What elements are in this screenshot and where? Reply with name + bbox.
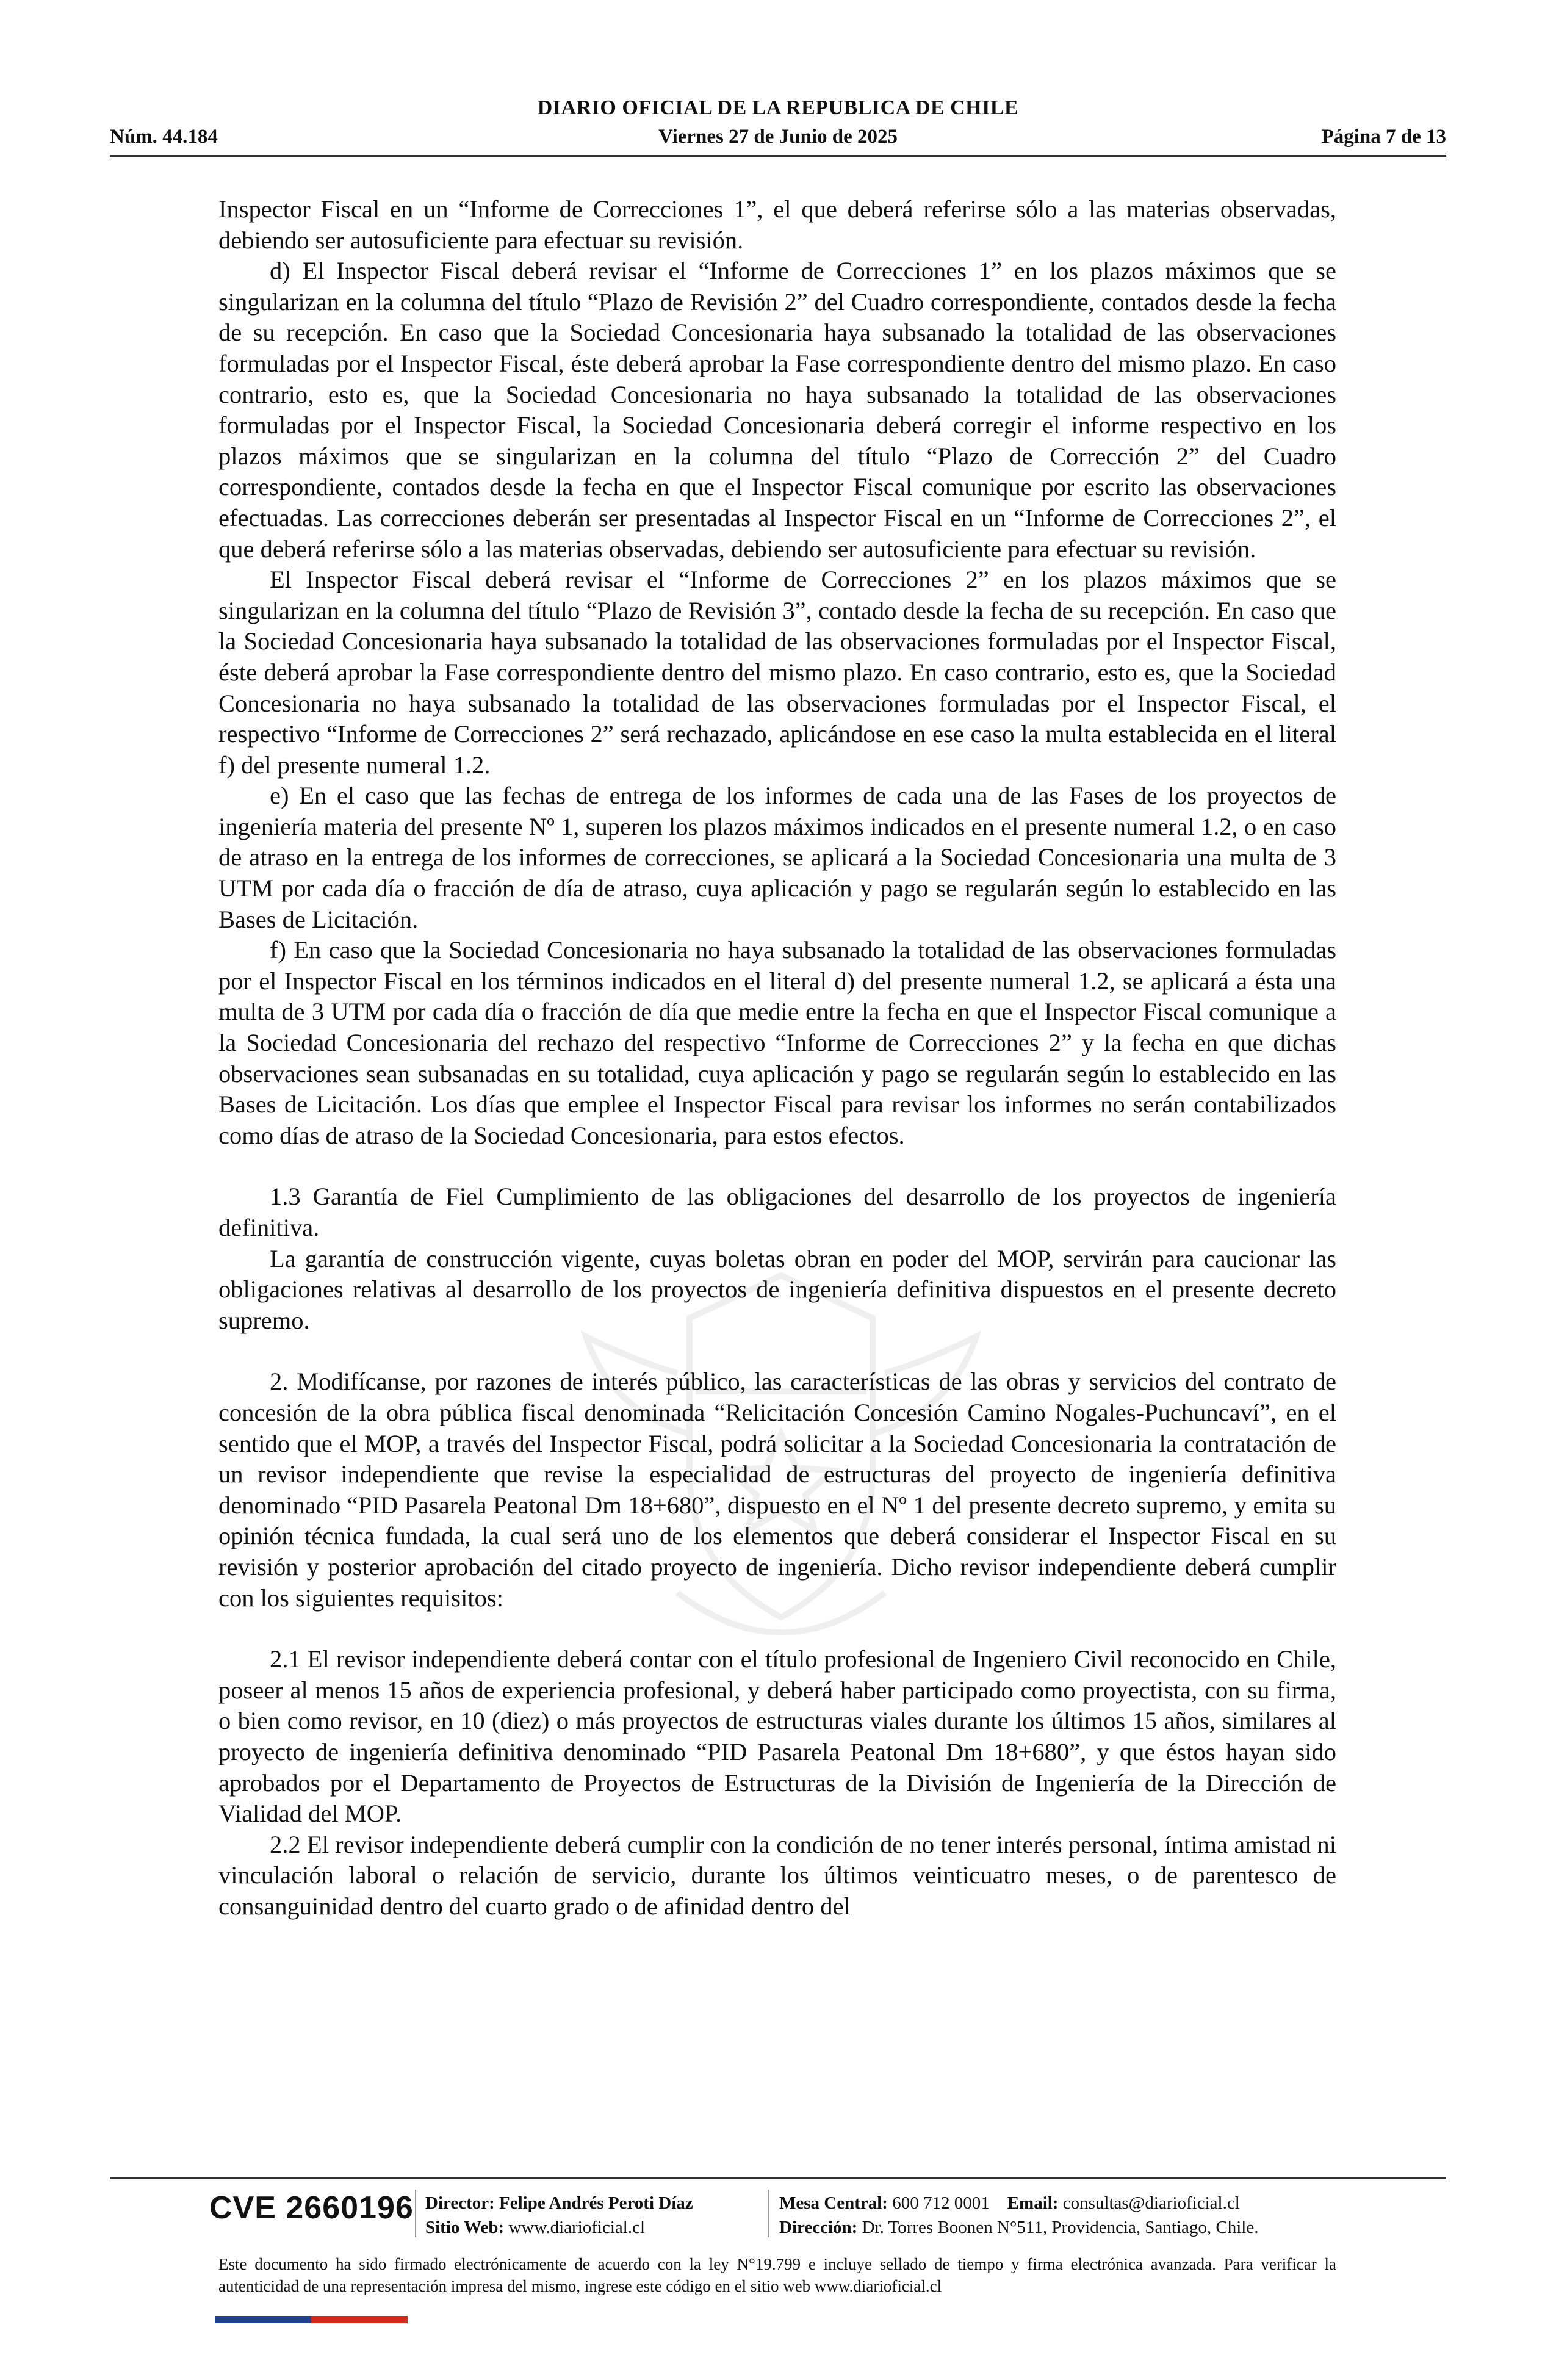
website-link[interactable]: www.diarioficial.cl [508, 2218, 646, 2237]
website-label: Sitio Web: [425, 2218, 505, 2237]
publication-title: DIARIO OFICIAL DE LA REPUBLICA DE CHILE [537, 96, 1019, 119]
director-label: Director: [425, 2193, 495, 2213]
signature-notice: Este documento ha sido firmado electrónicamente de acuerdo con la ley N°19.799 e incluye sellado de tiempo y firma electrónica avanzada. Para verificar la autenticidad de una representación impresa del mismo, ingrese este código en el sitio web www.diarioficial.cl [218, 2255, 1336, 2295]
section-heading: 1.3 Garantía de Fiel Cumplimiento de las obligaciones del desarrollo de los proyectos de ingeniería definitiva. [218, 1183, 1336, 1241]
mesa-label: Mesa Central: [779, 2193, 888, 2213]
footer-contact-block [779, 2191, 1258, 2240]
footer-separator [768, 2190, 769, 2237]
paragraph: 2. Modifícanse, por razones de interés público, las características de las obras y servicios del contrato de concesión de la obra pública fiscal denominada “Relicitación Concesión Camino Nogales-Puchuncaví”, en el sentido que el MOP, a través del Inspector Fiscal, podrá solicitar a la Sociedad Concesionaria la contratación de un revisor independiente que revise la especialidad de estructuras del proyecto de ingeniería definitiva denominado “PID Pasarela Peatonal Dm 18+680”, dispuesto en el Nº 1 del presente decreto supremo, y emita su opinión técnica fundada, la cual será uno de los elementos que deberá considerar el Inspector Fiscal en su revisión y posterior aprobación del citado proyecto de ingeniería. Dicho revisor independiente deberá cumplir con los siguientes requisitos: [218, 1368, 1336, 1612]
paragraph: La garantía de construcción vigente, cuyas boletas obran en poder del MOP, servirán para caucionar las obligaciones relativas al desarrollo de los proyectos de ingeniería definitiva dispuestos en el presente decreto supremo. [218, 1244, 1336, 1334]
paragraph: f) En caso que la Sociedad Concesionaria no haya subsanado la totalidad de las observaciones formuladas por el Inspector Fiscal en los términos indicados en el literal d) del presente numeral 1.2, se aplicará a ésta una multa de 3 UTM por cada día o fracción de día que medie entre la fecha en que el Inspector Fiscal comunique a la Sociedad Concesionaria del rechazo del respectivo “Informe de Correcciones 2” y la fecha en que dichas observaciones sean subsanadas en su totalidad, cuya aplicación y pago se regularán según lo establecido en las Bases de Licitación. Los días que emplee el Inspector Fiscal para revisar los informes no serán contabilizados como días de atraso de la Sociedad Concesionaria, para estos efectos. [218, 936, 1336, 1149]
email-link[interactable]: consultas@diarioficial.cl [1062, 2193, 1240, 2213]
flag-bar-blue [215, 2316, 311, 2323]
paragraph: 2.1 El revisor independiente deberá contar con el título profesional de Ingeniero Civil reconocido en Chile, poseer al menos 15 años de experiencia profesional, y deberá haber participado como proyectista, con su firma, o bien como revisor, en 10 (diez) o más proyectos de estructuras viales durante los últimos 15 años, similares al proyecto de ingeniería definitiva denominado “PID Pasarela Peatonal Dm 18+680”, y que éstos hayan sido aprobados por el Departamento de Proyectos de Estructuras de la División de Ingeniería de la Dirección de Vialidad del MOP. [218, 1645, 1336, 1828]
footer-separator [415, 2190, 416, 2237]
issue-number: Núm. 44.184 [110, 126, 218, 148]
address-label: Dirección: [779, 2218, 858, 2237]
director-name: Felipe Andrés Peroti Díaz [499, 2193, 693, 2213]
paragraph: e) En el caso que las fechas de entrega de los informes de cada una de las Fases de los proyectos de ingeniería materia del presente Nº 1, superen los plazos máximos indicados en el presente numeral 1.2, o en caso de atraso en la entrega de los informes de correcciones, se aplicará a la Sociedad Concesionaria una multa de 3 UTM por cada día o fracción de día de atraso, cuya aplicación y pago se regularán según lo establecido en las Bases de Licitación. [218, 782, 1336, 933]
page-number: Página 7 de 13 [1321, 126, 1446, 148]
address-value: Dr. Torres Boonen N°511, Providencia, Santiago, Chile. [862, 2218, 1259, 2237]
paragraph: d) El Inspector Fiscal deberá revisar el “Informe de Correcciones 1” en los plazos máximos que se singularizan en la columna del título “Plazo de Revisión 2” del Cuadro correspondiente, contados desde la fecha de su recepción. En caso que la Sociedad Concesionaria haya subsanado la totalidad de las observaciones formuladas por el Inspector Fiscal, éste deberá aprobar la Fase correspondiente dentro del mismo plazo. En caso contrario, esto es, que la Sociedad Concesionaria no haya subsanado la totalidad de las observaciones formuladas por el Inspector Fiscal, la Sociedad Concesionaria deberá corregir el informe respectivo en los plazos máximos que se singularizan en la columna del título “Plazo de Corrección 2” del Cuadro correspondiente, contados desde la fecha en que el Inspector Fiscal comunique por escrito las observaciones efectuadas. Las correcciones deberán ser presentadas al Inspector Fiscal en un “Informe de Correcciones 2”, el que deberá referirse sólo a las materias observadas, debiendo ser autosuficiente para efectuar su revisión. [218, 257, 1336, 563]
email-label: Email: [1007, 2193, 1059, 2213]
page-header [110, 96, 1446, 157]
paragraph: Inspector Fiscal en un “Informe de Correcciones 1”, el que deberá referirse sólo a las materias observadas, debiendo ser autosuficiente para efectuar su revisión. [218, 195, 1336, 254]
mesa-phone: 600 712 0001 [892, 2193, 990, 2213]
cve-code: CVE 2660196 [209, 2190, 414, 2226]
flag-bar-red [311, 2316, 408, 2323]
paragraph: El Inspector Fiscal deberá revisar el “Informe de Correcciones 2” en los plazos máximos que se singularizan en la columna del título “Plazo de Revisión 3”, contado desde la fecha de su recepción. En caso que la Sociedad Concesionaria haya subsanado la totalidad de las observaciones formuladas por el Inspector Fiscal, éste deberá aprobar la Fase correspondiente dentro del mismo plazo. En caso contrario, esto es, que la Sociedad Concesionaria no haya subsanado la totalidad de las observaciones formuladas por el Inspector Fiscal, el respectivo “Informe de Correcciones 2” será rechazado, aplicándose en ese caso la multa establecida en el literal f) del presente numeral 1.2. [218, 566, 1336, 779]
footer-divider [110, 2177, 1446, 2179]
paragraph: 2.2 El revisor independiente deberá cumplir con la condición de no tener interés personal, íntima amistad ni vinculación laboral o relación de servicio, durante los últimos veinticuatro meses, o de parentesco de consanguinidad dentro del cuarto grado o de afinidad dentro del [218, 1830, 1336, 1920]
footer-director-block [425, 2191, 693, 2240]
issue-date: Viernes 27 de Junio de 2025 [658, 126, 898, 148]
document-body [218, 194, 1336, 1922]
